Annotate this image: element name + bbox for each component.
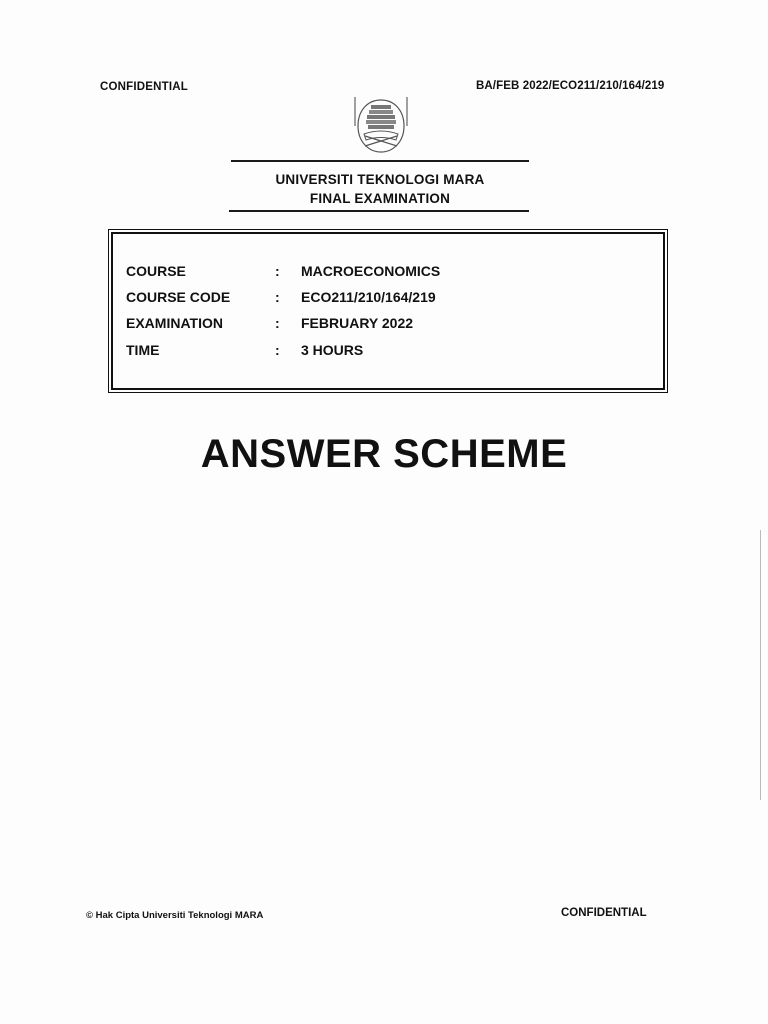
detail-separator: : [275,263,280,279]
institution-block [231,170,529,208]
detail-value: 3 HOURS [301,342,364,358]
detail-row-time [109,342,667,362]
detail-value: ECO211/210/164/219 [301,289,436,305]
detail-separator: : [275,289,280,305]
detail-value: FEBRUARY 2022 [301,315,414,331]
detail-separator: : [275,315,280,331]
detail-value: MACROECONOMICS [301,263,441,279]
scan-edge-line [760,530,761,800]
footer-confidential: CONFIDENTIAL [561,907,647,919]
header-confidential: CONFIDENTIAL [100,81,189,93]
detail-row-course [109,263,667,283]
detail-label: COURSE [126,263,186,279]
footer-copyright: © Hak Cipta Universiti Teknologi MARA [86,910,264,921]
detail-label: COURSE CODE [126,289,231,305]
detail-row-course-code [109,289,667,309]
course-details-box [108,229,668,393]
detail-label: TIME [126,342,160,358]
header-reference: BA/FEB 2022/ECO211/210/164/219 [476,80,665,92]
divider-top [231,160,529,162]
detail-label: EXAMINATION [126,315,223,331]
university-crest-icon [352,96,410,156]
detail-separator: : [275,342,280,358]
university-name: UNIVERSITI TEKNOLOGI MARA [275,172,485,187]
page-title: ANSWER SCHEME [200,432,568,476]
detail-row-examination [109,315,667,335]
divider-bottom [229,210,529,212]
exam-type: FINAL EXAMINATION [309,191,451,206]
